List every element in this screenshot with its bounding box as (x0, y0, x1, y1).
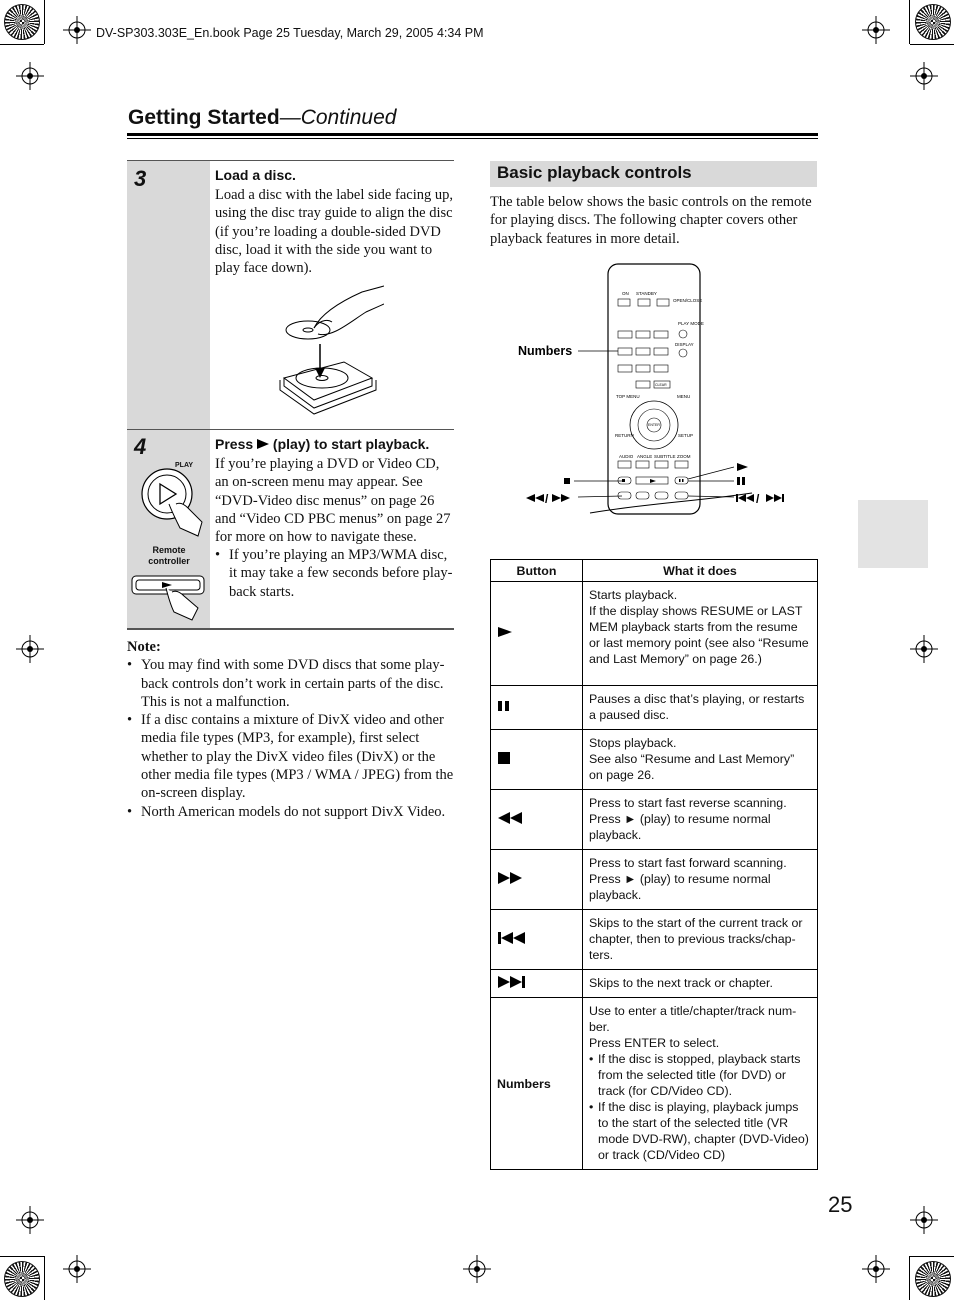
page-header (128, 106, 396, 130)
skip-slash: / (756, 492, 760, 506)
button-cell (491, 730, 583, 790)
table-row (491, 790, 818, 850)
description-cell (583, 686, 818, 730)
header-continued: —Continued (279, 106, 397, 129)
description-cell (583, 970, 818, 998)
crop-mark (909, 1256, 910, 1300)
table-row (491, 850, 818, 910)
remote-control-illustration (490, 255, 820, 525)
rewind-icon (497, 812, 525, 824)
remote-subtitle-label: SUBTITLE (654, 454, 676, 459)
skip-forward-icon (497, 976, 527, 988)
steps-bottom-rule (127, 628, 454, 630)
crop-mark (910, 1256, 954, 1257)
description-line: Press ► (play) to resume normal playback. (589, 812, 771, 842)
note-item: • If a disc contains a mixture of DivX video and other media file types (MP3, for example), first select whether to play the DivX video files (DivX) or the other media file types (MP3 / WMA / JPEG) from the on-screen display. (141, 711, 455, 802)
table-row (491, 970, 818, 998)
description-line: Stops playback. (589, 736, 677, 750)
book-info-line: DV-SP303.303E_En.book Page 25 Tuesday, March 29, 2005 4:34 PM (96, 26, 484, 40)
table-header-row (491, 560, 818, 582)
description-line: Press to start fast forward scanning. (589, 856, 787, 870)
section-intro: The table below shows the basic controls on the remote for playing discs. The following chapter covers other playback features in more detail. (490, 194, 812, 247)
pause-callout-icon-a (737, 477, 740, 485)
note-item: • North American models do not support DivX Video. (141, 803, 455, 821)
page-number: 25 (828, 1192, 853, 1217)
button-cell (491, 582, 583, 686)
button-cell (491, 970, 583, 998)
remote-menu-label: MENU (677, 394, 691, 399)
stop-icon (497, 751, 511, 765)
chapter-thumb-tab (858, 500, 928, 568)
registration-rosette-top-right (915, 4, 951, 40)
header-title: Getting Started (128, 106, 280, 129)
registration-rosette-bottom-left (4, 1261, 40, 1297)
note-title: Note: (127, 639, 161, 655)
crop-mark (0, 44, 44, 45)
pause-callout-icon-b (742, 477, 745, 485)
step-3-number: 3 (134, 166, 147, 191)
play-icon (257, 439, 269, 449)
crop-mark (910, 44, 954, 45)
note-block (127, 638, 455, 821)
remote-zoom-label: ZOOM (677, 454, 691, 459)
description-line: Use to enter a title/chapter/track num-ber. (589, 1004, 797, 1034)
header-rule (127, 133, 818, 136)
description-line: If the display shows RESUME or LAST MEM playback starts from the resume or last memory point (see also “Resume and Last Memory” on page 26.) (589, 604, 809, 666)
header-rule-thin (127, 138, 818, 139)
main-unit-play-button-illustration (130, 574, 206, 624)
description-line: Press ► (play) to resume normal playback. (589, 872, 771, 902)
remote-audio-label: AUDIO (619, 454, 634, 459)
remote-return-label: RETURN (615, 433, 634, 438)
step-3-text: Load a disc with the label side facing up, using the disc tray guide to align the disc (if you’re loading a double-sided DVD disc, load it with the side you want to play face down). (215, 187, 453, 277)
remote-setup-label: SETUP (678, 433, 694, 438)
table-row (491, 730, 818, 790)
description-cell (583, 790, 818, 850)
description-cell (583, 730, 818, 790)
play-button-illustration (136, 466, 206, 546)
pause-icon (497, 700, 511, 712)
col-header-button: Button (491, 560, 583, 582)
step-4-text: If you’re playing a DVD or Video CD, an on-screen menu may appear. See “DVD-Video disc menus” on page 26 and “Video CD PBC menus” on page 27 for more on how to navigate these. (215, 456, 451, 546)
col-header-what: What it does (583, 560, 818, 582)
play-icon (497, 626, 513, 638)
remote-top-menu-label: TOP MENU (616, 394, 640, 399)
remote-clear-label: CLEAR (655, 383, 667, 387)
numbers-button-cell: Numbers (491, 998, 583, 1170)
remote-play-mode-label: PLAY MODE (678, 321, 704, 326)
remote-on-label: ON (622, 291, 629, 296)
description-cell (583, 998, 818, 1170)
numbers-callout-label: Numbers (518, 344, 573, 358)
section-title: Basic playback controls (497, 163, 692, 182)
fast-forward-icon (497, 872, 525, 884)
description-line: Starts playback. (589, 588, 678, 602)
button-cell (491, 850, 583, 910)
table-row (491, 998, 818, 1170)
registration-rosette-top-left (4, 4, 40, 40)
button-cell (491, 910, 583, 970)
note-item: • You may find with some DVD discs that some play-back controls don’t work in certain parts of the disc. This is not a malfunction. (141, 656, 455, 711)
description-bullet: • If the disc is stopped, playback starts from the selected title (for DVD) or track (for CD/Video CD). (598, 1051, 811, 1099)
stop-callout-icon (564, 478, 570, 484)
play-callout-icon (737, 463, 748, 471)
description-cell (583, 582, 818, 686)
remote-label-line-2: controller (148, 556, 190, 566)
disc-loading-illustration (274, 282, 384, 422)
step-4-number: 4 (134, 434, 147, 459)
step-4-title-pre: Press (215, 436, 258, 452)
button-cell (491, 790, 583, 850)
step-3-number-column (127, 161, 210, 429)
remote-controller-label (136, 545, 202, 567)
step-3-title: Load a disc. (215, 167, 296, 183)
remote-standby-label: STANDBY (636, 291, 657, 296)
rewind-ff-slash: / (545, 492, 549, 506)
playback-controls-table (490, 559, 818, 1170)
step-4-bullet (215, 546, 454, 601)
description-line: Press ENTER to select. (589, 1036, 720, 1050)
crop-mark (0, 1256, 44, 1257)
remote-enter-label: ENTER (648, 423, 660, 427)
crop-mark (909, 0, 910, 44)
table-row (491, 910, 818, 970)
step-4-bullet-item: • If you’re playing an MP3/WMA disc, it may take a few seconds before play-back starts. (229, 546, 454, 601)
step-4-title (215, 436, 429, 452)
description-line: Pauses a disc that’s playing, or restarts a paused disc. (589, 692, 805, 722)
table-row (491, 582, 818, 686)
description-bullet: • If the disc is playing, playback jumps to the start of the selected title (VR mode DVD-RW), chapter (DVD-Video) or track (CD/Video CD) (598, 1099, 811, 1163)
step-4-title-post: (play) to start playback. (269, 436, 430, 452)
play-button-label: PLAY (175, 462, 194, 469)
crop-mark (44, 1256, 45, 1300)
remote-angle-label: ANGLE (637, 454, 653, 459)
remote-open-close-label: OPEN/CLOSE (673, 298, 703, 303)
description-line: Skips to the next track or chapter. (589, 976, 773, 990)
description-line: Skips to the start of the current track or chapter, then to previous tracks/chap-ters. (589, 916, 803, 962)
table-row (491, 686, 818, 730)
button-cell (491, 686, 583, 730)
remote-display-label: DISPLAY (675, 342, 694, 347)
remote-label-line-1: Remote (152, 545, 186, 555)
skip-callout-icon (736, 494, 784, 502)
registration-rosette-bottom-right (915, 1261, 951, 1297)
description-line: Press to start fast reverse scanning. (589, 796, 787, 810)
crop-mark (44, 0, 45, 44)
description-line: See also “Resume and Last Memory” on page 26. (589, 752, 795, 782)
skip-back-icon (497, 932, 527, 944)
description-cell (583, 850, 818, 910)
description-cell (583, 910, 818, 970)
